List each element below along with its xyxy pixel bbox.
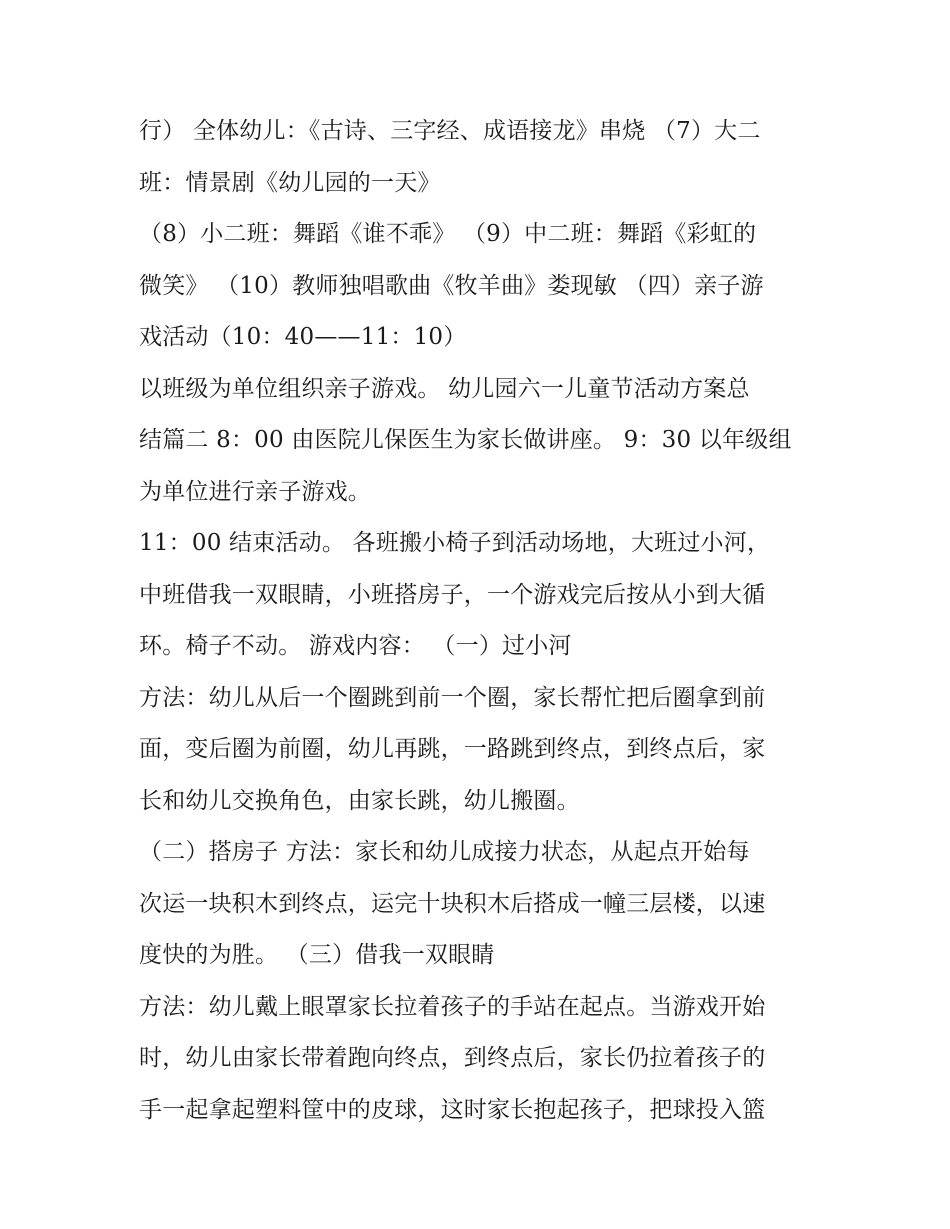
text-line: （8）小二班：舞蹈《谁不乖》 （9）中二班：舞蹈《彩虹的 [139,221,757,247]
text-line: 为单位进行亲子游戏。 [139,478,371,505]
text-line: 手一起拿起塑料筐中的皮球，这时家长抱起孩子，把球投入篮 [139,1096,766,1123]
text-line: 11：00 结束活动。 各班搬小椅子到活动场地，大班过小河， [139,530,771,556]
text-line: 方法：幼儿从后一个圈跳到前一个圈，家长帮忙把后圈拿到前 [139,684,766,711]
text-line: 班：情景剧《幼儿园的一天》 [139,169,441,196]
text-line: 结篇二 8：00 由医院儿保医生为家长做讲座。 9：30 以年级组 [139,427,792,453]
text-line: 时，幼儿由家长带着跑向终点，到终点后，家长仍拉着孩子的 [139,1045,766,1071]
body-text [139,106,819,1136]
text-line: 面，变后圈为前圈，幼儿再跳，一路跳到终点，到终点后，家 [139,736,766,762]
text-line: 度快的为胜。 （三）借我一双眼睛 [139,942,495,968]
text-line: 戏活动（10：40——11：10） [139,324,467,350]
text-line: 长和幼儿交换角色，由家长跳，幼儿搬圈。 [139,787,580,814]
text-line: 中班借我一双眼睛，小班搭房子，一个游戏完后按从小到大循 [139,581,766,608]
text-line: 微笑》 （10）教师独唱歌曲《牧羊曲》娄现敏 （四）亲子游 [139,272,764,299]
text-line: 行） 全体幼儿：《古诗、三字经、成语接龙》串烧 （7）大二 [139,118,761,144]
text-line: 方法：幼儿戴上眼罩家长拉着孩子的手站在起点。当游戏开始 [139,993,766,1020]
text-line: 以班级为单位组织亲子游戏。 幼儿园六一儿童节活动方案总 [139,375,750,402]
text-line: （二）搭房子 方法：家长和幼儿成接力状态，从起点开始每 [139,839,750,865]
text-line: 环。椅子不动。 游戏内容： （一）过小河 [139,633,572,659]
text-line: 次运一块积木到终点，运完十块积木后搭成一幢三层楼，以速 [139,890,766,917]
